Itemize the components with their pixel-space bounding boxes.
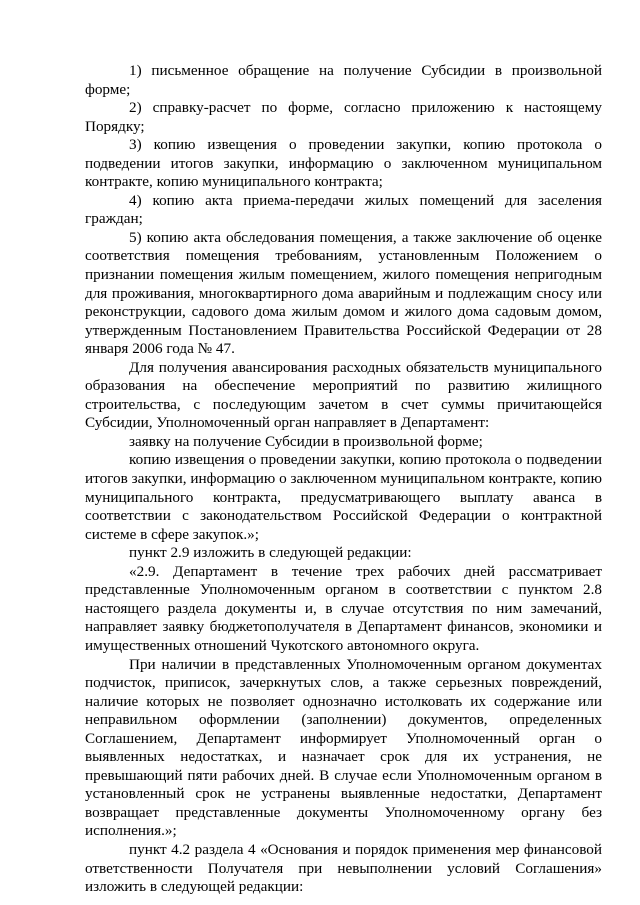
paragraph-amend-4-2: пункт 4.2 раздела 4 «Основания и порядок применения мер финансовой ответственности Получателя при невыполнении условий Соглашения» изложить в следующей редакции: bbox=[85, 840, 602, 896]
paragraph-advance-documents: копию извещения о проведении закупки, копию протокола о подведении итогов закупки, информацию о заключенном муниципальном контракте, копию муниципального контракта, предусматривающего выплату аванса в соответствии с законодательством Российской Федерации о контрактной системе в сфере закупок.»; bbox=[85, 451, 602, 543]
paragraph-amend-2-9: пункт 2.9 изложить в следующей редакции: bbox=[129, 544, 412, 562]
document-page bbox=[85, 62, 602, 897]
paragraph-advance-request: заявку на получение Субсидии в произвольной форме; bbox=[129, 432, 483, 450]
paragraph-advance-intro: Для получения авансирования расходных обязательств муниципального образования на обеспечение мероприятий по развитию жилищного строительства, с последующим зачетом в счет суммы причитающейся Субсидии, Уполномоченный орган направляет в Департамент: bbox=[85, 358, 602, 432]
paragraph-deficiencies: При наличии в представленных Уполномоченным органом документах подчисток, приписок, зачеркнутых слов, а также серьезных повреждений, наличие которых не позволяет однозначно истолковать их содержание или неправильном оформлении (заполнении) документов, определенных Соглашением, Департамент информирует Уполномоченный орган о выявленных недостатках, и назначает срок для их устранения, не превышающий пяти рабочих дней. В случае если Уполномоченным органом в установленный срок не устранены выявленные недостатки, Департамент возвращает представленные документы Уполномоченному органу без исполнения.»; bbox=[85, 655, 602, 840]
paragraph-item-5: 5) копию акта обследования помещения, а также заключение об оценке соответствия помещения требованиям, установленным Положением о признании помещения жилым помещением, жилого помещения непригодным для проживания, многоквартирного дома аварийным и подлежащим сносу или реконструкции, садового дома жилым домом и жилого дома садовым домом, утвержденным Постановлением Правительства Российской Федерации от 28 января 2006 года № 47. bbox=[85, 228, 602, 358]
paragraph-item-3: 3) копию извещения о проведении закупки, копию протокола о подведении итогов закупки, информацию о заключенном муниципальном контракте, копию муниципального контракта; bbox=[85, 136, 602, 191]
paragraph-clause-2-9: «2.9. Департамент в течение трех рабочих дней рассматривает представленные Уполномоченным органом в соответствии с пунктом 2.8 настоящего раздела документы и, в случае отсутствия по ним замечаний, направляет заявку бюджетополучателя в Департамент финансов, экономики и имущественных отношений Чукотского автономного округа. bbox=[85, 562, 602, 654]
paragraph-item-2: 2) справку-расчет по форме, согласно приложению к настоящему Порядку; bbox=[85, 99, 602, 135]
paragraph-item-1: 1) письменное обращение на получение Субсидии в произвольной форме; bbox=[85, 62, 602, 98]
paragraph-item-4: 4) копию акта приема-передачи жилых помещений для заселения граждан; bbox=[85, 191, 602, 228]
